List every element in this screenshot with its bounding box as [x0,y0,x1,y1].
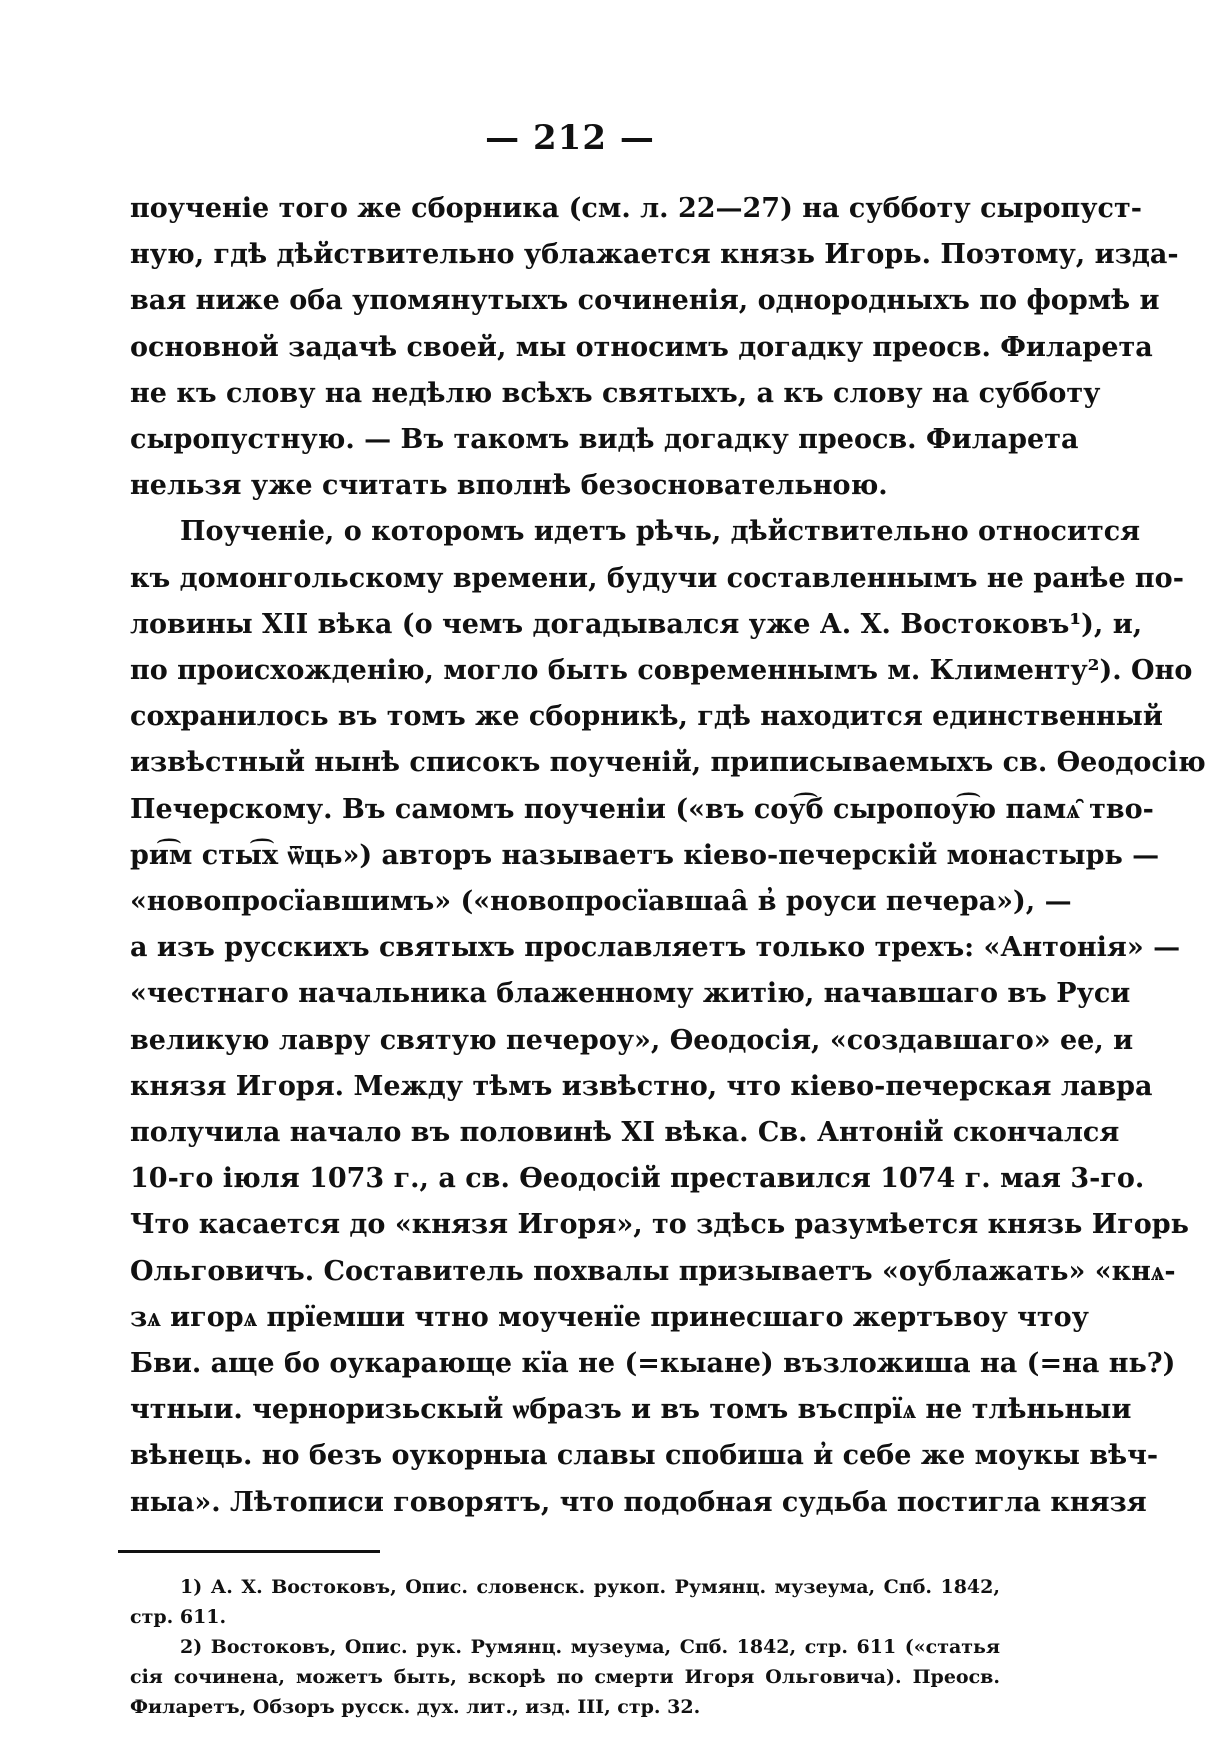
text-line: ловины XII вѣка (о чемъ догадывался уже А. Х. Востоковъ¹), и, [130,608,1143,640]
text-line: къ домонгольскому времени, будучи составленнымъ не ранѣе по- [130,562,1184,594]
footnote-line: 1) А. Х. Востоковъ, Опис. словенск. рукоп. Румянц. музеума, Спб. 1842, [180,1576,1000,1598]
text-line: Бви. аще бо оукарающе кїа не (=кыане) възложиша на (=на нь?) [130,1348,1176,1380]
paragraph [130,186,1179,509]
text-line: 10-го іюля 1073 г., а св. Ѳеодосій преставился 1074 г. мая 3-го. [130,1163,1145,1195]
text-line: зѧ игорѧ прїемши чтно моученїе принесшаго жертъвоу чтоу [130,1301,1089,1333]
text-line: сохранилось въ томъ же сборникѣ, гдѣ находится единственный [130,701,1163,733]
text-line: вѣнець. но безъ оукорныа славы спобиша и̓ себе же моукы вѣч- [130,1440,1159,1472]
footnote-line: Филаретъ, Обзоръ русск. дух. лит., изд. III, стр. 32. [130,1696,701,1718]
text-line: ныа». Лѣтописи говорятъ, что подобная судьба постигла князя [130,1486,1147,1518]
text-line: по происхожденію, могло быть современнымъ м. Клименту²). Оно [130,655,1193,687]
text-line: сыропустную. — Въ такомъ видѣ догадку преосв. Филарета [130,424,1079,456]
text-line: Ольговичъ. Составитель похвалы призываетъ «оублажать» «кнѧ- [130,1255,1176,1287]
footnote-line: стр. 611. [130,1606,227,1628]
footnote-line: 2) Востоковъ, Опис. рук. Румянц. музеума, Спб. 1842, стр. 611 («статья [180,1636,1000,1658]
text-line: а изъ русскихъ святыхъ прославляетъ только трехъ: «Антонія» — [130,932,1181,964]
text-line: князя Игоря. Между тѣмъ извѣстно, что кіево-печерская лавра [130,1070,1153,1102]
text-line: вая ниже оба упомянутыхъ сочиненія, однородныхъ по формѣ и [130,285,1160,317]
page-number: — 212 — [485,118,655,158]
text-line: извѣстный нынѣ списокъ поученій, приписываемыхъ св. Ѳеодосію [130,747,1206,779]
footnote [130,1572,1000,1632]
text-line: чтныи. черноризьскый ѡбразъ и въ томъ въспрїѧ не тлѣньныи [130,1394,1132,1426]
footnote-separator [118,1550,380,1553]
text-line: поученіе того же сборника (см. л. 22—27) на субботу сыропуст- [130,193,1142,224]
text-line: Поученіе, о которомъ идетъ рѣчь, дѣйствительно относится [180,516,1141,548]
footnote [130,1632,1000,1722]
text-line: нельзя уже считать вполнѣ безосновательною. [130,470,888,502]
body-text [130,186,1206,1526]
text-line: получила начало въ половинѣ XI вѣка. Св. Антоній скончался [130,1117,1120,1149]
text-line: основной задачѣ своей, мы относимъ догадку преосв. Филарета [130,331,1153,363]
text-line: «новопросїавшимъ» («новопросїавшаа̑ в̓ роуси печера»), — [130,886,1072,918]
text-line: Печерскому. Въ самомъ поученіи («въ соу͡б сыропоу͡ю памѧ̑ тво- [130,793,1154,825]
text-line: не къ слову на недѣлю всѣхъ святыхъ, а къ слову на субботу [130,377,1101,409]
text-line: великую лавру святую печероу», Ѳеодосія, «создавшаго» ее, и [130,1024,1134,1056]
paragraph [130,509,1206,1525]
footnote-line: сія сочинена, можетъ быть, вскорѣ по смерти Игоря Ольговича). Преосв. [130,1666,1000,1688]
text-line: «честнаго начальника блаженному житію, начавшаго въ Руси [130,978,1131,1010]
text-line: ри͡м сты͡х ѿць») авторъ называетъ кіево-печерскій монастырь — [130,839,1160,871]
footnotes [130,1572,1000,1722]
text-line: ную, гдѣ дѣйствительно ублажается князь Игорь. Поэтому, изда- [130,239,1179,271]
text-line: Что касается до «князя Игоря», то здѣсь разумѣется князь Игорь [130,1209,1190,1241]
